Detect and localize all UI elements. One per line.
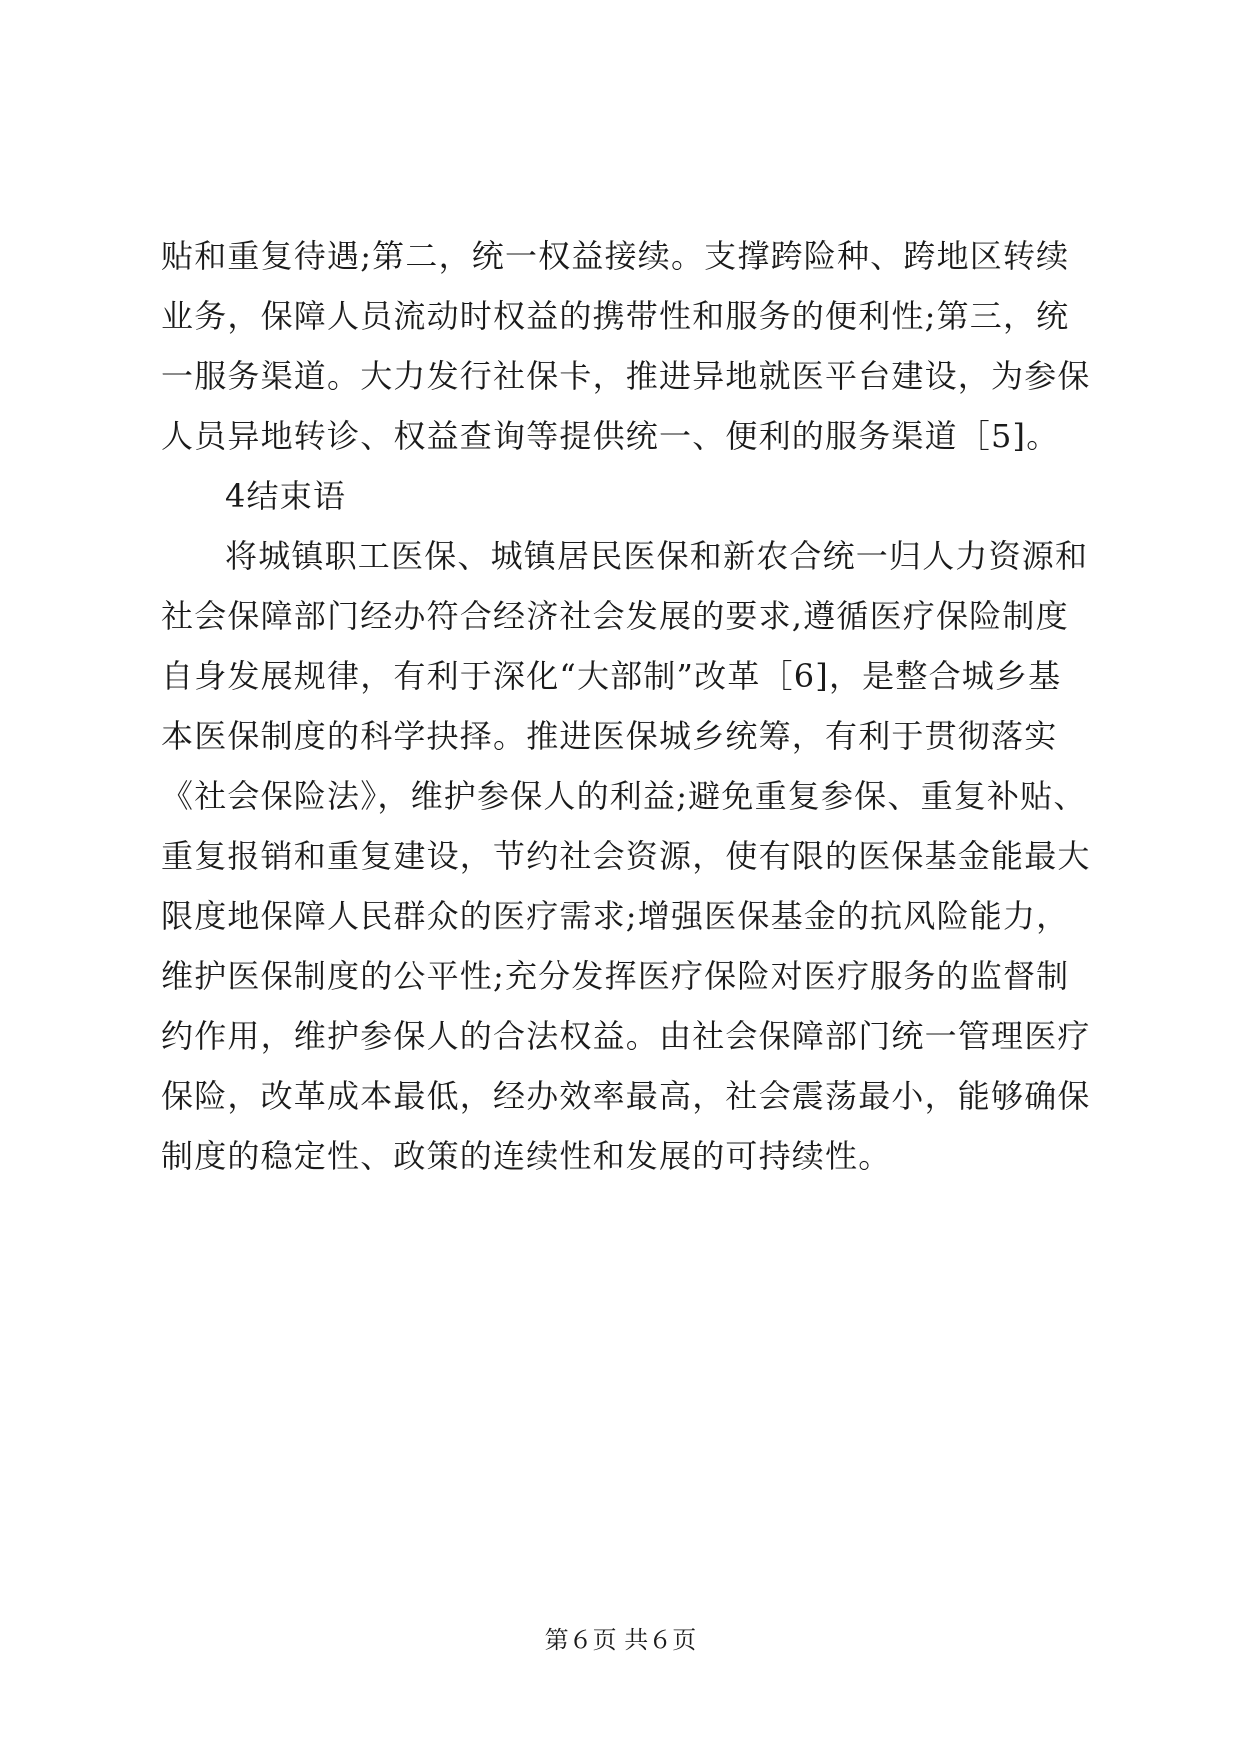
text-line: 《社会保险法》，维护参保人的利益;避免重复参保、重复补贴、	[161, 777, 1087, 815]
text-line: 一服务渠道。大力发行社保卡，推进异地就医平台建设，为参保	[161, 357, 1091, 395]
page-number-footer: 第６页 共６页	[544, 1626, 697, 1654]
text-line: 人员异地转诊、权益查询等提供统一、便利的服务渠道［5]。	[161, 417, 1060, 455]
text-line: 社会保障部门经办符合经济社会发展的要求,遵循医疗保险制度	[161, 597, 1069, 635]
text-line: 将城镇职工医保、城镇居民医保和新农合统一归人力资源和	[225, 537, 1089, 575]
text-line: 自身发展规律，有利于深化“大部制”改革［6]，是整合城乡基	[161, 657, 1062, 695]
text-line: 制度的稳定性、政策的连续性和发展的可持续性。	[161, 1137, 892, 1175]
text-line: 维护医保制度的公平性;充分发挥医疗保险对医疗服务的监督制	[161, 957, 1070, 995]
document-body	[161, 226, 1091, 1186]
text-line: 重复报销和重复建设，节约社会资源，使有限的医保基金能最大	[161, 837, 1091, 875]
text-line: 保险，改革成本最低，经办效率最高，社会震荡最小，能够确保	[161, 1077, 1091, 1115]
text-line: 贴和重复待遇;第二，统一权益接续。支撑跨险种、跨地区转续	[161, 237, 1070, 275]
text-line: 约作用，维护参保人的合法权益。由社会保障部门统一管理医疗	[161, 1017, 1091, 1055]
paragraph-conclusion	[161, 526, 1091, 1186]
paragraph-continued	[161, 226, 1091, 466]
section-heading: 4结束语	[225, 477, 347, 515]
text-line: 业务，保障人员流动时权益的携带性和服务的便利性;第三，统	[161, 297, 1070, 335]
text-line: 限度地保障人民群众的医疗需求;增强医保基金的抗风险能力，	[161, 897, 1070, 935]
text-line: 本医保制度的科学抉择。推进医保城乡统筹，有利于贯彻落实	[161, 717, 1058, 755]
